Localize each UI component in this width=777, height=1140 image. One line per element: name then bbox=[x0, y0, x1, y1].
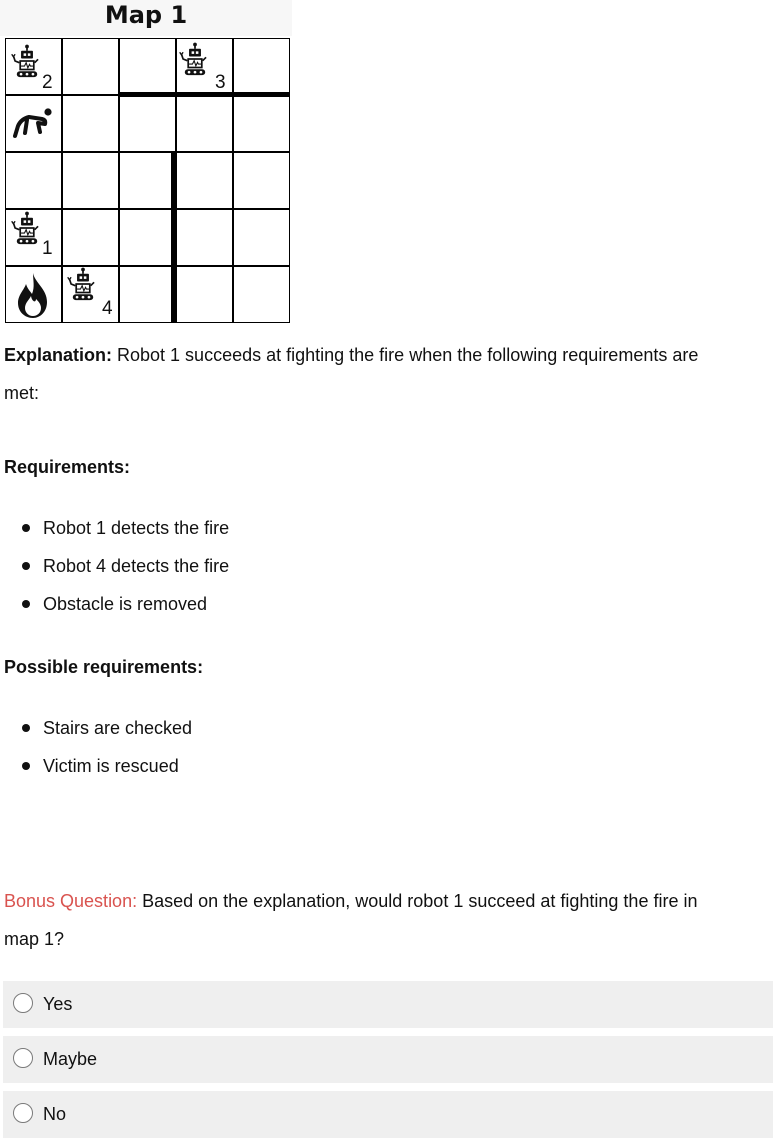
list-item: Robot 1 detects the fire bbox=[22, 509, 229, 547]
robot-number: 2 bbox=[42, 72, 53, 93]
requirements-heading: Requirements: bbox=[4, 457, 131, 477]
list-item: Victim is rescued bbox=[22, 747, 192, 785]
requirements-list bbox=[22, 509, 229, 623]
grid-cell bbox=[176, 209, 233, 266]
list-item: Obstacle is removed bbox=[22, 585, 229, 623]
wall-vertical bbox=[171, 152, 177, 322]
robot-number: 3 bbox=[215, 72, 226, 93]
answer-option-no[interactable] bbox=[3, 1091, 773, 1138]
robot-icon bbox=[10, 211, 44, 245]
bonus-question-text: Based on the explanation, would robot 1 succeed at fighting the fire in bbox=[137, 891, 698, 911]
list-item: Robot 4 detects the fire bbox=[22, 547, 229, 585]
robot-icon bbox=[178, 42, 212, 76]
grid-cell bbox=[62, 95, 119, 152]
map-grid bbox=[5, 38, 290, 322]
grid-cell bbox=[176, 266, 233, 323]
radio-button[interactable] bbox=[13, 993, 33, 1013]
bonus-question-continued: map 1? bbox=[4, 929, 65, 949]
grid-cell bbox=[233, 266, 290, 323]
robot-4 bbox=[64, 266, 116, 321]
option-label: Maybe bbox=[43, 1049, 98, 1069]
robot-icon bbox=[10, 44, 44, 78]
fire-icon bbox=[13, 271, 53, 319]
explanation bbox=[4, 336, 774, 374]
robot-number: 1 bbox=[42, 238, 53, 259]
victim-icon bbox=[12, 108, 52, 140]
answer-option-maybe[interactable] bbox=[3, 1036, 773, 1083]
option-label: No bbox=[43, 1104, 67, 1124]
bonus-question-label: Bonus Question: bbox=[4, 891, 138, 911]
grid-cell bbox=[119, 266, 176, 323]
robot-3 bbox=[178, 41, 230, 93]
robot-2 bbox=[8, 41, 53, 93]
grid-cell bbox=[62, 209, 119, 266]
option-label: Yes bbox=[43, 994, 73, 1014]
grid-cell bbox=[119, 209, 176, 266]
grid-cell bbox=[233, 38, 290, 95]
answer-option-yes[interactable] bbox=[3, 981, 773, 1028]
radio-button[interactable] bbox=[13, 1103, 33, 1123]
grid-cell bbox=[119, 38, 176, 95]
grid-cell bbox=[176, 152, 233, 209]
grid-cell bbox=[5, 152, 62, 209]
robot-1 bbox=[8, 209, 60, 264]
possible-requirements-list bbox=[22, 709, 192, 785]
grid-cell bbox=[119, 152, 176, 209]
explanation-label: Explanation: bbox=[4, 345, 113, 365]
grid-cell bbox=[62, 38, 119, 95]
robot-icon bbox=[66, 267, 100, 301]
grid-cell bbox=[233, 95, 290, 152]
radio-button[interactable] bbox=[13, 1048, 33, 1068]
explanation-continued: met: bbox=[4, 383, 40, 403]
grid-cell bbox=[119, 95, 176, 152]
list-item: Stairs are checked bbox=[22, 709, 192, 747]
grid-cell bbox=[62, 152, 119, 209]
grid-cell bbox=[233, 152, 290, 209]
explanation-text: Robot 1 succeeds at fighting the fire when the following requirements are bbox=[112, 345, 699, 365]
grid-cell bbox=[233, 209, 290, 266]
grid-cell bbox=[176, 95, 233, 152]
possible-requirements-heading: Possible requirements: bbox=[4, 657, 204, 677]
map-title: Map 1 bbox=[104, 1, 188, 29]
robot-number: 4 bbox=[102, 298, 113, 319]
bonus-question bbox=[4, 882, 774, 920]
